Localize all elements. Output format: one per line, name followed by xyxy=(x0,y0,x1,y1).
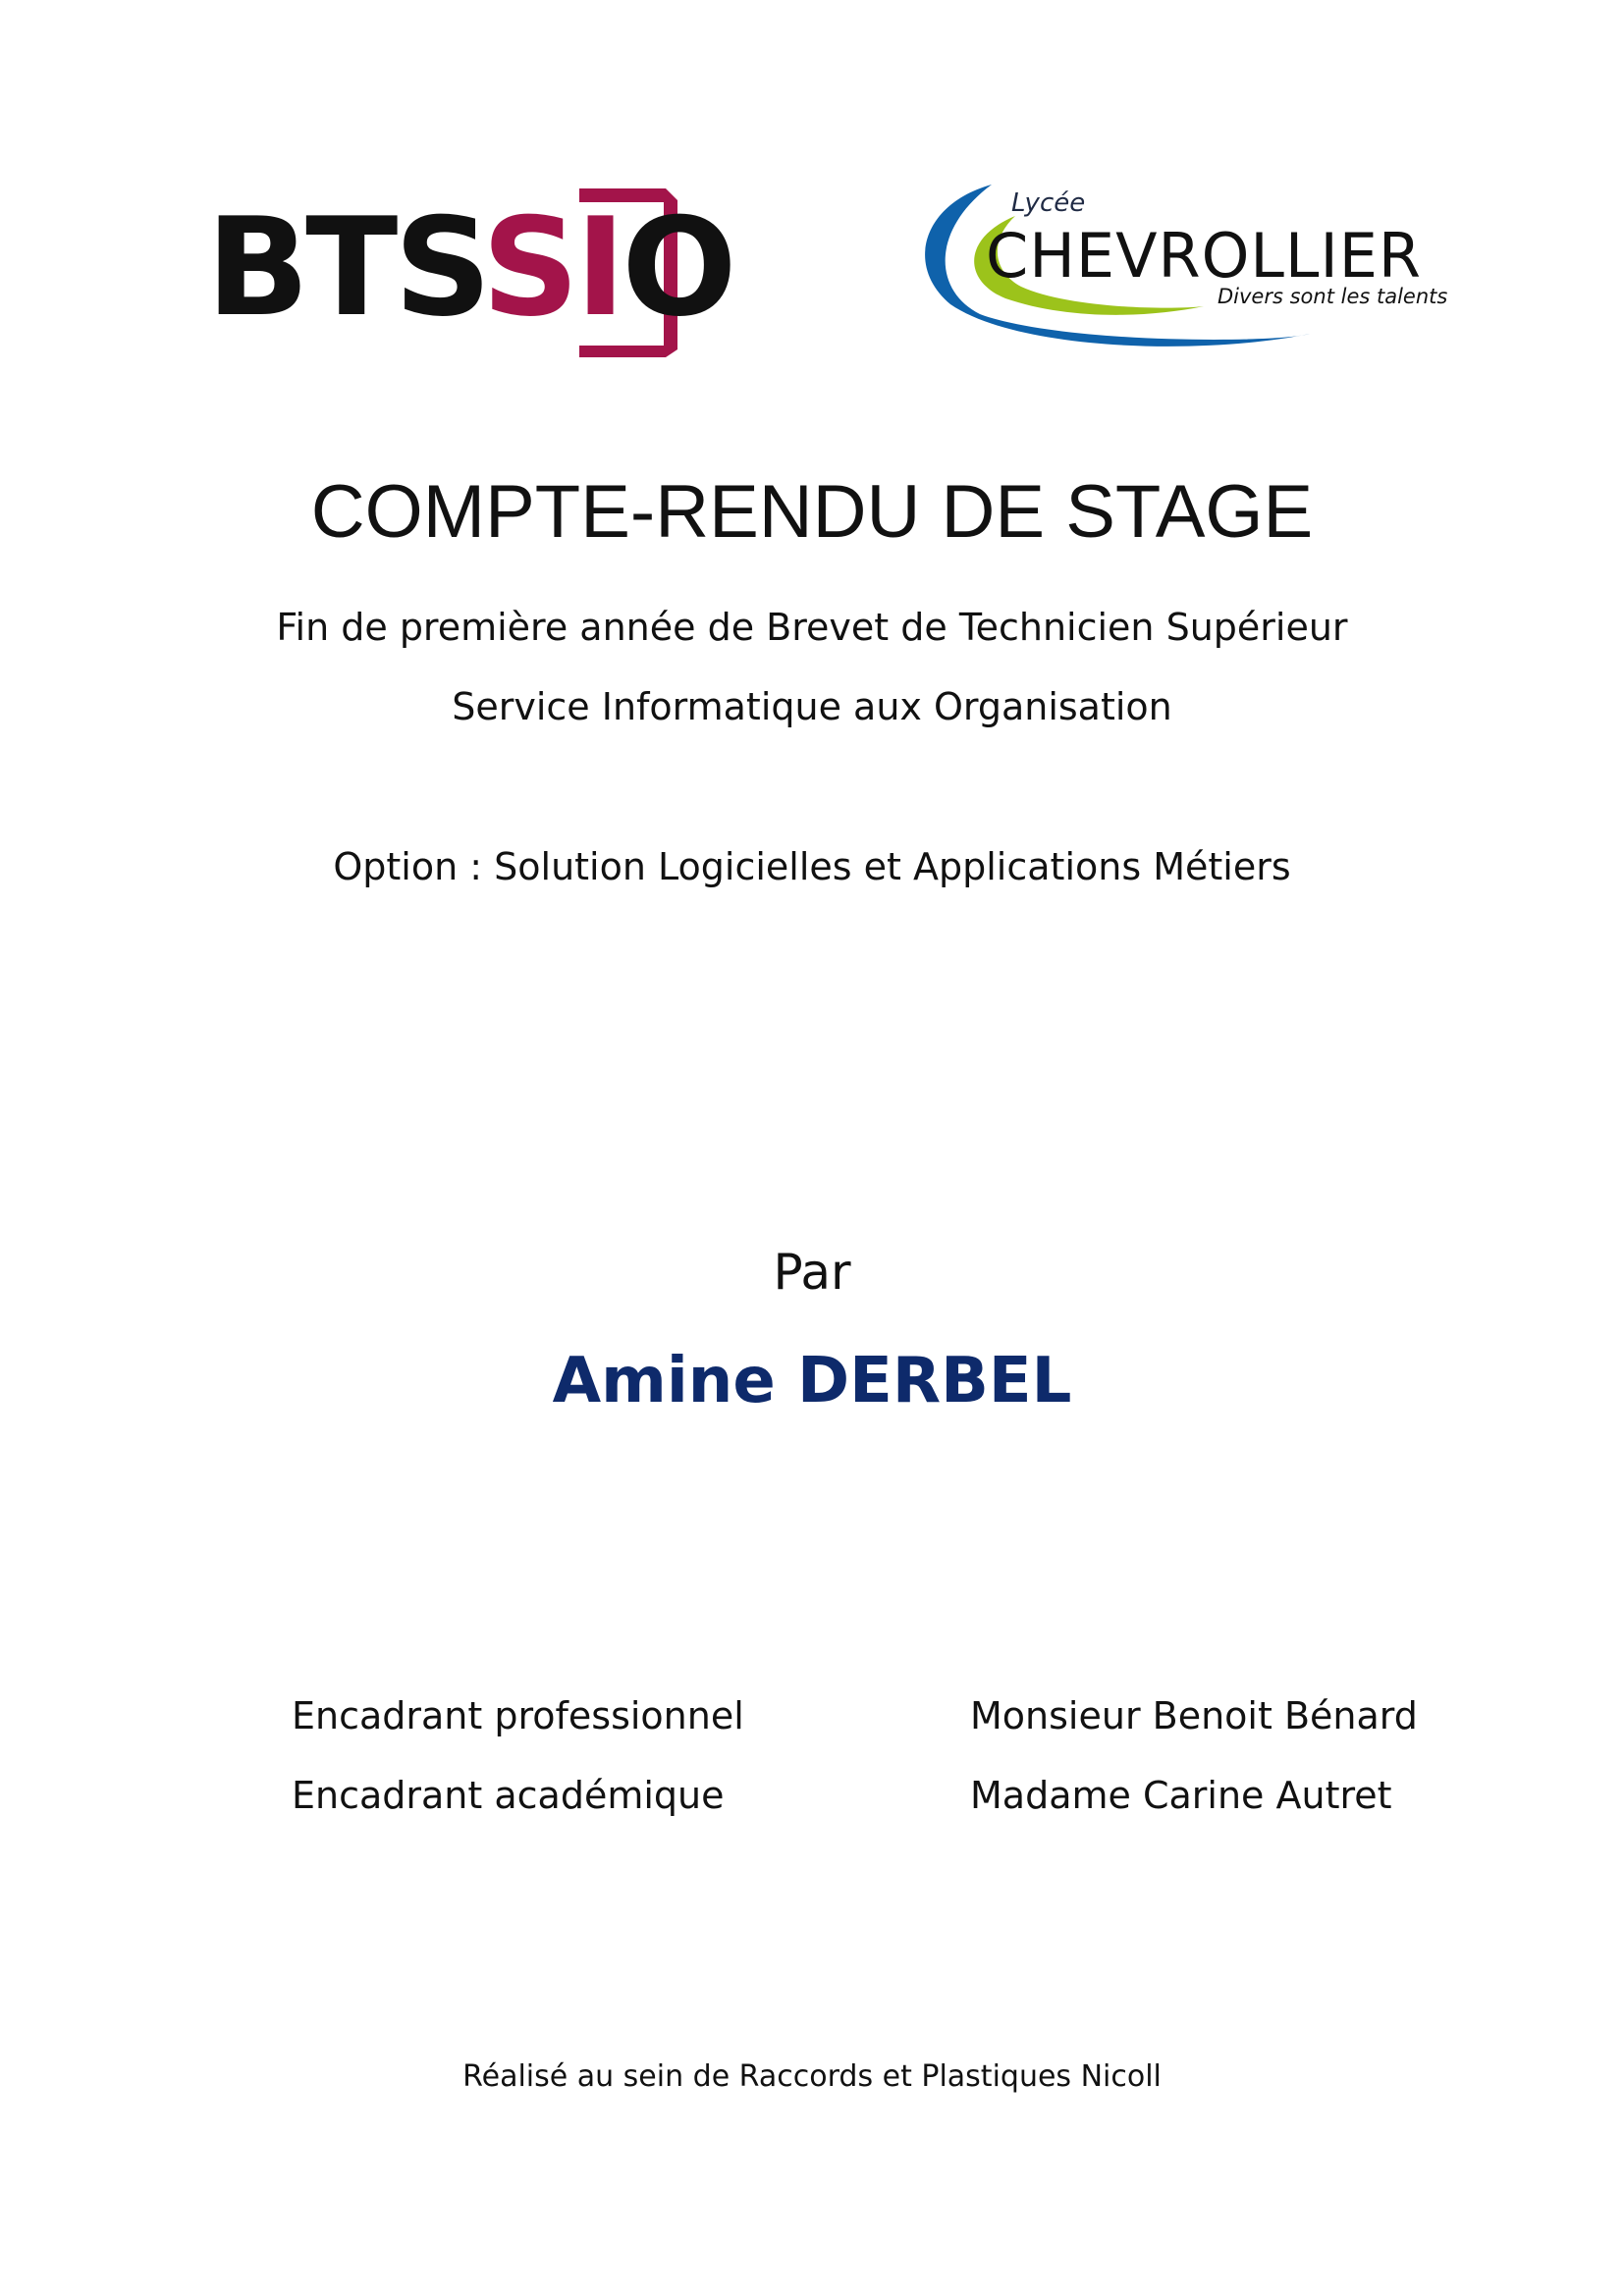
supervisor-name: Monsieur Benoit Bénard xyxy=(970,1694,1418,1737)
supervisor-role: Encadrant professionnel xyxy=(292,1694,744,1737)
supervisor-name: Madame Carine Autret xyxy=(970,1774,1392,1817)
author-name: Amine DERBEL xyxy=(552,1345,1072,1417)
document-subtitle-program: Service Informatique aux Organisation xyxy=(452,685,1172,728)
footer-company-note: Réalisé au sein de Raccords et Plastiques Nicoll xyxy=(462,2059,1162,2094)
bts-sio-logo xyxy=(206,183,733,359)
lycee-label: Lycée xyxy=(1011,188,1086,218)
supervisor-row xyxy=(0,1774,1624,1833)
supervisor-row xyxy=(0,1694,1624,1753)
supervisor-role: Encadrant académique xyxy=(292,1774,725,1817)
lycee-tagline: Divers sont les talents xyxy=(1218,285,1448,308)
document-title: COMPTE-RENDU DE STAGE xyxy=(310,470,1314,554)
document-subtitle-degree: Fin de première année de Brevet de Technicien Supérieur xyxy=(276,606,1348,649)
document-option: Option : Solution Logicielles et Applications Métiers xyxy=(333,845,1291,888)
lycee-name: CHEVROLLIER xyxy=(986,220,1423,292)
bts-sio-letters-si: SI xyxy=(481,188,623,347)
bts-sio-letters-o: O xyxy=(622,188,733,347)
bts-sio-letters-bts: BTS xyxy=(206,188,482,347)
lycee-chevrollier-logo xyxy=(911,177,1461,363)
by-label: Par xyxy=(773,1244,851,1301)
bts-sio-wordmark xyxy=(206,188,733,347)
